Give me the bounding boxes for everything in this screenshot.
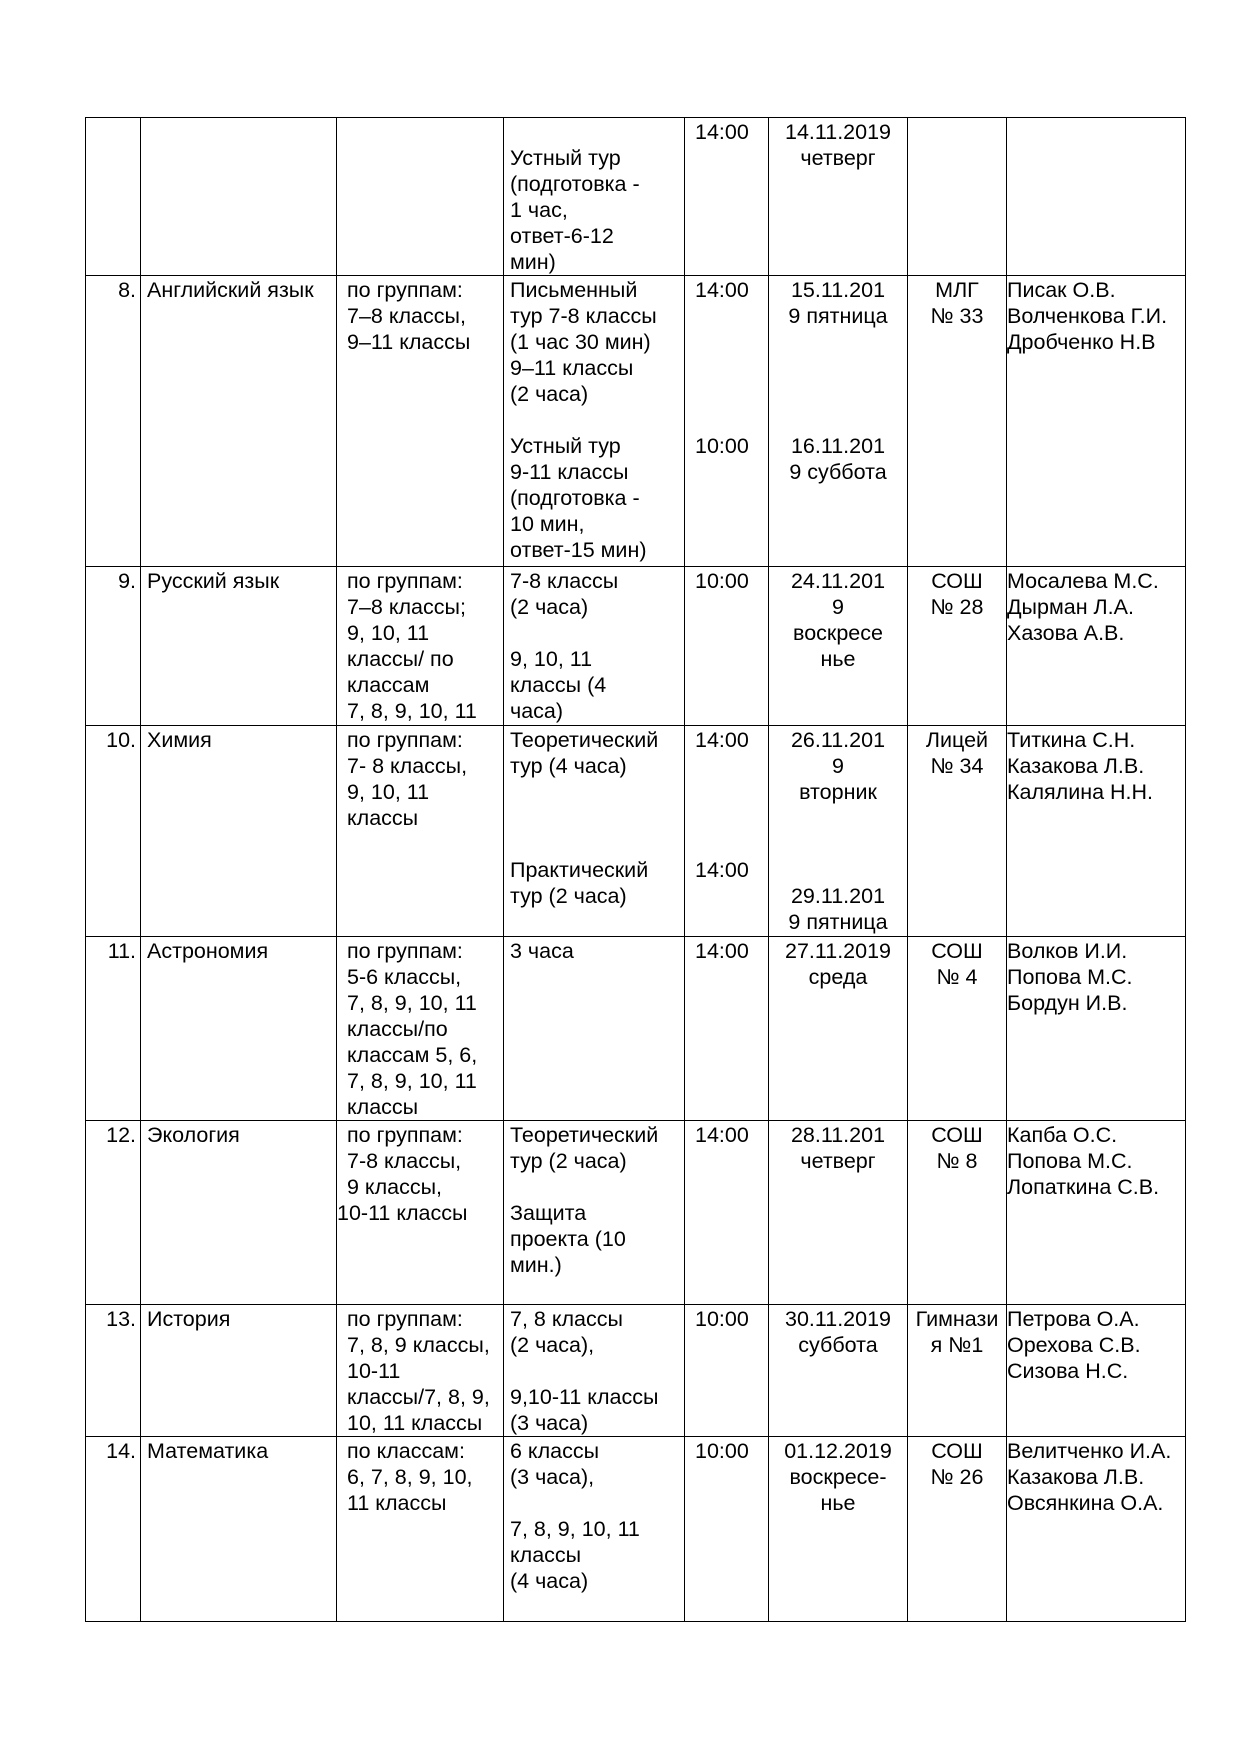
- cell-line: 30.11.2019: [784, 1307, 891, 1331]
- cell-line: [510, 620, 678, 646]
- cell-line: Попова М.С.: [1007, 965, 1133, 989]
- cell-line: 11.: [107, 939, 136, 963]
- cell-line: [695, 355, 762, 381]
- cell-line: 6 классы: [510, 1439, 600, 1463]
- cell-line: Бордун И.В.: [1007, 991, 1128, 1015]
- cell-line: 9, 10, 11: [347, 780, 430, 804]
- cell-line: Экология: [147, 1123, 240, 1147]
- venue-cell: [908, 1121, 1007, 1305]
- format-cell: [504, 567, 685, 726]
- cell-line: 29.11.201: [790, 884, 886, 908]
- format-cell: [504, 1305, 685, 1437]
- cell-line: Писак О.В.: [1007, 278, 1116, 302]
- venue-cell: [908, 118, 1007, 276]
- subject-cell: [141, 276, 337, 567]
- time-cell: [685, 276, 769, 567]
- cell-line: 28.11.201: [790, 1123, 886, 1147]
- cell-line: классы/7, 8, 9,: [347, 1385, 490, 1409]
- cell-line: 7, 8 классы: [510, 1307, 623, 1331]
- cell-line: нье: [820, 1491, 856, 1515]
- cell-line: (подготовка -: [510, 172, 640, 196]
- cell-line: 01.12.2019: [784, 1439, 892, 1463]
- cell-line: (3 часа),: [510, 1465, 595, 1489]
- cell-line: [510, 119, 678, 145]
- row-number-cell: [86, 118, 141, 276]
- cell-line: четверг: [800, 1149, 876, 1173]
- cell-line: [771, 857, 905, 883]
- cell-line: 14:00: [695, 278, 749, 302]
- cell-line: [771, 381, 905, 407]
- cell-line: 10-11: [347, 1359, 401, 1383]
- cell-line: Английский язык: [147, 278, 314, 302]
- cell-line: 7, 8, 9 классы,: [347, 1333, 490, 1357]
- cell-line: 3 часа: [510, 939, 574, 963]
- row-number-cell: [86, 726, 141, 937]
- cell-line: Астрономия: [147, 939, 269, 963]
- cell-line: (1 час 30 мин): [510, 330, 651, 354]
- cell-line: тур (4 часа): [510, 754, 627, 778]
- cell-line: 14:00: [695, 858, 749, 882]
- cell-line: Письменный: [510, 278, 638, 302]
- cell-line: Защита: [510, 1201, 587, 1225]
- cell-line: 15.11.201: [790, 278, 886, 302]
- date-cell: [769, 276, 908, 567]
- cell-line: 9–11 классы: [347, 330, 471, 354]
- row-number-cell: [86, 567, 141, 726]
- cell-line: 10:00: [695, 1307, 749, 1331]
- cell-line: 16.11.201: [790, 434, 886, 458]
- staff-cell: [1007, 567, 1186, 726]
- cell-line: нье: [820, 647, 856, 671]
- cell-line: [510, 1358, 678, 1384]
- venue-cell: [908, 1305, 1007, 1437]
- table-body: [86, 118, 1186, 1622]
- groups-cell: [337, 937, 504, 1121]
- cell-line: 9–11 классы: [510, 356, 634, 380]
- cell-line: 7, 8, 9, 10, 11: [347, 1069, 477, 1093]
- cell-line: 11 классы: [347, 1491, 447, 1515]
- cell-line: 14.11.2019: [784, 120, 891, 144]
- cell-line: мин.): [510, 1253, 562, 1277]
- cell-line: воскресе: [793, 621, 883, 645]
- cell-line: 9 суббота: [789, 460, 887, 484]
- cell-line: Химия: [147, 728, 212, 752]
- cell-line: 10 мин,: [510, 512, 585, 536]
- row-number-cell: [86, 937, 141, 1121]
- cell-line: Орехова С.В.: [1007, 1333, 1141, 1357]
- cell-line: классам: [347, 673, 430, 697]
- cell-line: Велитченко И.А.: [1007, 1439, 1172, 1463]
- time-cell: [685, 726, 769, 937]
- date-cell: [769, 567, 908, 726]
- cell-line: [510, 407, 678, 433]
- row-number-cell: [86, 1121, 141, 1305]
- cell-line: 7-8 классы,: [347, 1149, 462, 1173]
- cell-line: по группам:: [347, 278, 463, 302]
- staff-cell: [1007, 1121, 1186, 1305]
- cell-line: 10, 11 классы: [347, 1411, 483, 1435]
- cell-line: 7- 8 классы,: [347, 754, 468, 778]
- cell-line: 12.: [106, 1123, 136, 1147]
- venue-cell: [908, 567, 1007, 726]
- cell-line: Петрова О.А.: [1007, 1307, 1140, 1331]
- subject-cell: [141, 567, 337, 726]
- cell-line: ответ-15 мин): [510, 538, 647, 562]
- date-cell: [769, 1121, 908, 1305]
- cell-line: суббота: [798, 1333, 878, 1357]
- cell-line: (3 часа): [510, 1411, 589, 1435]
- cell-line: 14:00: [695, 1123, 749, 1147]
- cell-line: № 26: [930, 1465, 984, 1489]
- cell-line: [510, 805, 678, 831]
- cell-line: Теоретический: [510, 728, 659, 752]
- cell-line: Овсянкина О.А.: [1007, 1491, 1164, 1515]
- cell-line: МЛГ: [935, 278, 979, 302]
- cell-line: 9, 10, 11: [510, 647, 593, 671]
- table-row: [86, 276, 1186, 567]
- date-cell: [769, 937, 908, 1121]
- cell-line: 9 пятница: [788, 910, 888, 934]
- cell-line: классы: [347, 806, 419, 830]
- time-cell: [685, 1437, 769, 1622]
- cell-line: по группам:: [347, 728, 463, 752]
- groups-cell: [337, 726, 504, 937]
- cell-line: Попова М.С.: [1007, 1149, 1133, 1173]
- groups-cell: [337, 276, 504, 567]
- cell-line: классы/по: [347, 1017, 448, 1041]
- cell-line: Дырман Л.А.: [1007, 595, 1134, 619]
- cell-line: ответ-6-12: [510, 224, 614, 248]
- cell-line: История: [147, 1307, 231, 1331]
- cell-line: [92, 119, 136, 145]
- cell-line: [695, 753, 762, 779]
- groups-cell: [337, 567, 504, 726]
- cell-line: 7, 8, 9, 10, 11: [347, 991, 477, 1015]
- staff-cell: [1007, 1305, 1186, 1437]
- cell-line: [695, 303, 762, 329]
- subject-cell: [141, 118, 337, 276]
- subject-cell: [141, 1305, 337, 1437]
- venue-cell: [908, 937, 1007, 1121]
- table-row: [86, 937, 1186, 1121]
- cell-line: Мосалева М.С.: [1007, 569, 1159, 593]
- groups-cell: [337, 1121, 504, 1305]
- cell-line: классы: [510, 1543, 582, 1567]
- format-cell: [504, 726, 685, 937]
- groups-cell: [337, 1305, 504, 1437]
- time-cell: [685, 567, 769, 726]
- cell-line: 7-8 классы: [510, 569, 619, 593]
- cell-line: мин): [510, 250, 556, 274]
- venue-cell: [908, 276, 1007, 567]
- cell-line: 9: [832, 754, 844, 778]
- cell-line: СОШ: [931, 1439, 983, 1463]
- cell-line: 13.: [106, 1307, 136, 1331]
- cell-line: 9-11 классы: [510, 460, 629, 484]
- cell-line: 9 классы,: [347, 1175, 443, 1199]
- cell-line: Казакова Л.В.: [1007, 1465, 1145, 1489]
- cell-line: 7–8 классы;: [347, 595, 466, 619]
- cell-line: 14:00: [695, 120, 749, 144]
- cell-line: Теоретический: [510, 1123, 659, 1147]
- cell-line: 26.11.201: [790, 728, 886, 752]
- cell-line: [695, 407, 762, 433]
- cell-line: СОШ: [931, 939, 983, 963]
- staff-cell: [1007, 276, 1186, 567]
- date-cell: [769, 726, 908, 937]
- cell-line: [695, 329, 762, 355]
- cell-line: 8.: [118, 278, 136, 302]
- cell-line: 5-6 классы,: [347, 965, 462, 989]
- cell-line: Волченкова Г.И.: [1007, 304, 1168, 328]
- staff-cell: [1007, 1437, 1186, 1622]
- cell-line: [510, 831, 678, 857]
- cell-line: [695, 381, 762, 407]
- cell-line: 10:00: [695, 434, 749, 458]
- cell-line: [771, 805, 905, 831]
- date-cell: [769, 118, 908, 276]
- time-cell: [685, 118, 769, 276]
- cell-line: Устный тур: [510, 146, 621, 170]
- cell-line: тур (2 часа): [510, 884, 627, 908]
- cell-line: по группам:: [347, 939, 463, 963]
- staff-cell: [1007, 118, 1186, 276]
- subject-cell: [141, 1437, 337, 1622]
- cell-line: Калялина Н.Н.: [1007, 780, 1154, 804]
- cell-line: классам 5, 6,: [347, 1043, 478, 1067]
- time-cell: [685, 1121, 769, 1305]
- cell-line: воскресе-: [789, 1465, 887, 1489]
- cell-line: [695, 805, 762, 831]
- subject-cell: [141, 1121, 337, 1305]
- cell-line: 10:00: [695, 1439, 749, 1463]
- table-row: [86, 1305, 1186, 1437]
- staff-cell: [1007, 726, 1186, 937]
- cell-line: (подготовка -: [510, 486, 640, 510]
- olympiad-schedule-table: [85, 117, 1186, 1622]
- groups-cell: [337, 1437, 504, 1622]
- cell-line: 9.: [118, 569, 136, 593]
- cell-line: Волков И.И.: [1007, 939, 1128, 963]
- cell-line: 14:00: [695, 939, 749, 963]
- cell-line: № 4: [936, 965, 978, 989]
- cell-line: по группам:: [347, 1123, 463, 1147]
- cell-line: 1 час,: [510, 198, 568, 222]
- cell-line: [695, 831, 762, 857]
- cell-line: 9: [832, 595, 844, 619]
- row-number-cell: [86, 276, 141, 567]
- cell-line: Математика: [147, 1439, 269, 1463]
- cell-line: [771, 831, 905, 857]
- cell-line: [510, 1490, 678, 1516]
- table-row: [86, 1121, 1186, 1305]
- cell-line: тур 7-8 классы: [510, 304, 657, 328]
- cell-line: Гимнази: [915, 1307, 999, 1331]
- row-number-cell: [86, 1305, 141, 1437]
- cell-line: я №1: [930, 1333, 984, 1357]
- cell-line: [771, 329, 905, 355]
- cell-line: 7, 8, 9, 10, 11: [510, 1517, 640, 1541]
- cell-line: 7–8 классы,: [347, 304, 466, 328]
- cell-line: (2 часа): [510, 595, 589, 619]
- cell-line: Титкина С.Н.: [1007, 728, 1136, 752]
- cell-line: часа): [510, 699, 564, 723]
- cell-line: классы: [347, 1095, 419, 1119]
- cell-line: среда: [808, 965, 868, 989]
- cell-line: по классам:: [347, 1439, 465, 1463]
- venue-cell: [908, 726, 1007, 937]
- cell-line: (2 часа): [510, 382, 589, 406]
- cell-line: СОШ: [931, 569, 983, 593]
- table-row: [86, 567, 1186, 726]
- groups-cell: [337, 118, 504, 276]
- format-cell: [504, 937, 685, 1121]
- staff-cell: [1007, 937, 1186, 1121]
- cell-line: 6, 7, 8, 9, 10,: [347, 1465, 473, 1489]
- cell-line: Казакова Л.В.: [1007, 754, 1145, 778]
- date-cell: [769, 1437, 908, 1622]
- cell-line: № 8: [936, 1149, 978, 1173]
- cell-line: классы/ по: [347, 647, 454, 671]
- cell-line: 10-11 классы: [337, 1201, 468, 1225]
- format-cell: [504, 276, 685, 567]
- cell-line: СОШ: [931, 1123, 983, 1147]
- cell-line: четверг: [800, 146, 876, 170]
- format-cell: [504, 1437, 685, 1622]
- cell-line: Хазова А.В.: [1007, 621, 1125, 645]
- cell-line: по группам:: [347, 1307, 463, 1331]
- cell-line: Русский язык: [147, 569, 280, 593]
- cell-line: Капба О.С.: [1007, 1123, 1118, 1147]
- cell-line: [771, 407, 905, 433]
- cell-line: проекта (10: [510, 1227, 626, 1251]
- row-number-cell: [86, 1437, 141, 1622]
- cell-line: 9, 10, 11: [347, 621, 430, 645]
- time-cell: [685, 937, 769, 1121]
- cell-line: [147, 119, 330, 145]
- table-row: [86, 726, 1186, 937]
- cell-line: Сизова Н.С.: [1007, 1359, 1129, 1383]
- cell-line: тур (2 часа): [510, 1149, 627, 1173]
- cell-line: Лопаткина С.В.: [1007, 1175, 1160, 1199]
- cell-line: 24.11.201: [790, 569, 886, 593]
- cell-line: по группам:: [347, 569, 463, 593]
- cell-line: 14.: [106, 1439, 136, 1463]
- cell-line: Дробченко Н.В: [1007, 330, 1156, 354]
- cell-line: Лицей: [925, 728, 989, 752]
- table-row: [86, 118, 1186, 276]
- cell-line: [695, 779, 762, 805]
- table-row: [86, 1437, 1186, 1622]
- cell-line: 10:00: [695, 569, 749, 593]
- cell-line: 14:00: [695, 728, 749, 752]
- time-cell: [685, 1305, 769, 1437]
- cell-line: [510, 1174, 678, 1200]
- cell-line: 9,10-11 классы: [510, 1385, 659, 1409]
- cell-line: классы (4: [510, 673, 607, 697]
- cell-line: 7, 8, 9, 10, 11: [347, 699, 477, 723]
- cell-line: № 28: [930, 595, 984, 619]
- cell-line: Устный тур: [510, 434, 621, 458]
- cell-line: [771, 355, 905, 381]
- cell-line: 27.11.2019: [784, 939, 891, 963]
- cell-line: [510, 779, 678, 805]
- cell-line: 10.: [106, 728, 136, 752]
- format-cell: [504, 1121, 685, 1305]
- cell-line: Практический: [510, 858, 649, 882]
- subject-cell: [141, 937, 337, 1121]
- subject-cell: [141, 726, 337, 937]
- cell-line: (2 часа),: [510, 1333, 595, 1357]
- cell-line: № 33: [930, 304, 984, 328]
- cell-line: (4 часа): [510, 1569, 589, 1593]
- venue-cell: [908, 1437, 1007, 1622]
- cell-line: 9 пятница: [788, 304, 888, 328]
- cell-line: № 34: [930, 754, 984, 778]
- date-cell: [769, 1305, 908, 1437]
- cell-line: вторник: [799, 780, 877, 804]
- format-cell: [504, 118, 685, 276]
